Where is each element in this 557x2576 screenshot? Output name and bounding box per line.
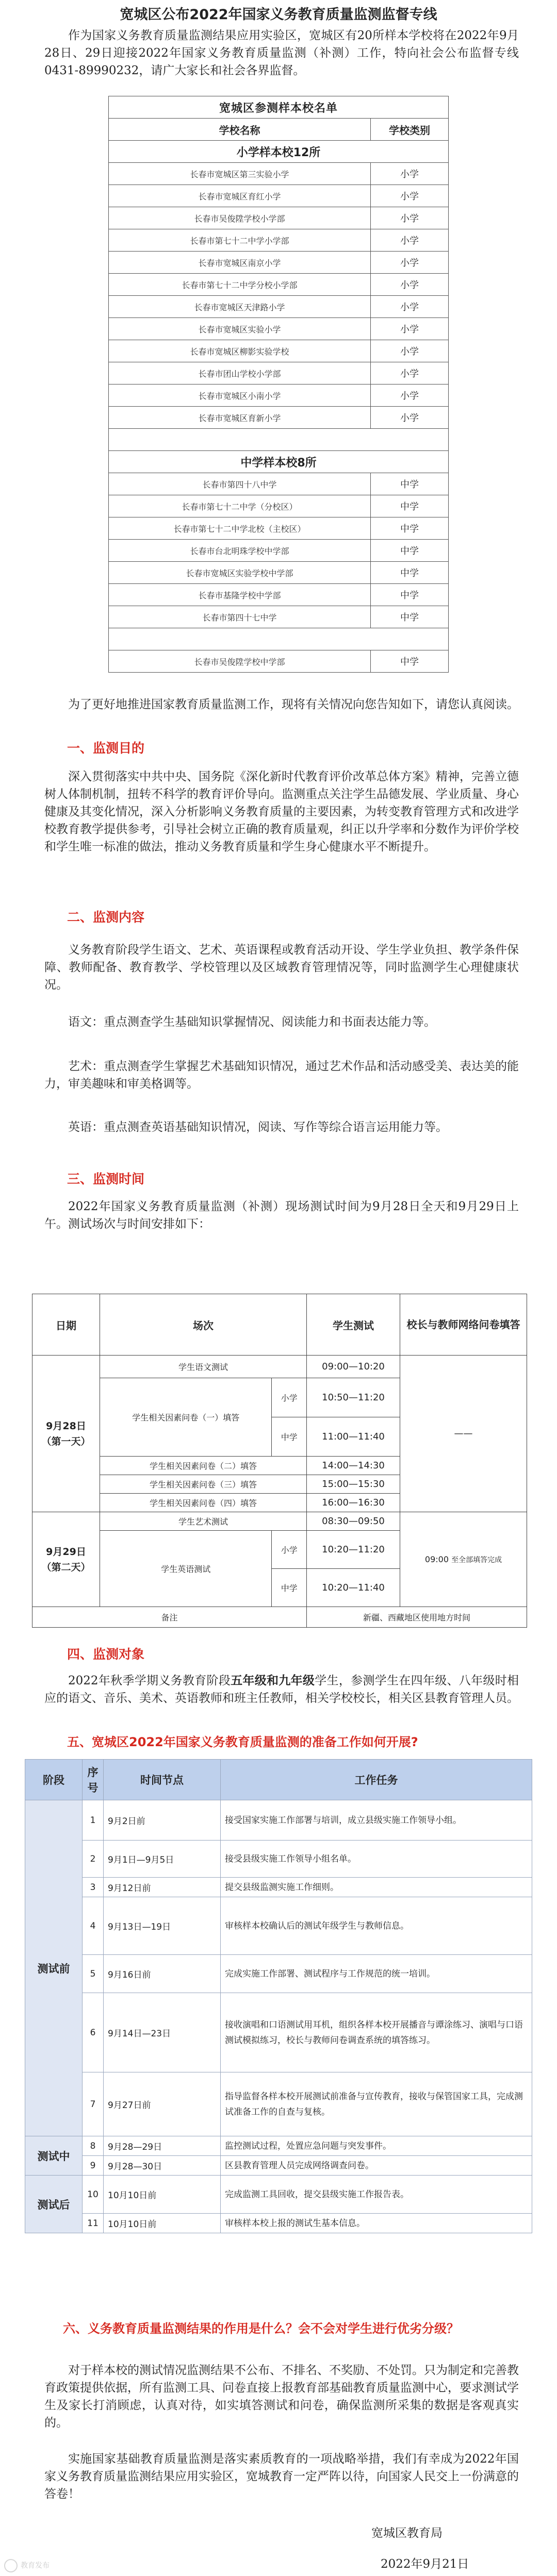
day-1-cell: [32, 1356, 100, 1512]
day-1-label: 9月28日: [46, 1420, 86, 1432]
section-3-text: 2022年国家义务教育质量监测（补测）现场测试时间为9月28日全天和9月29日上午。测试场次与时间安排如下：: [44, 1200, 519, 1231]
time-english-primary: 10:20—11:20: [307, 1531, 400, 1569]
time-english-middle: 10:20—11:40: [307, 1569, 400, 1607]
school-name: 长春市宽城区育红小学: [109, 185, 371, 207]
middle-heading: 中学样本校8所: [109, 451, 449, 473]
time-survey-1-middle: 11:00—11:40: [307, 1417, 400, 1457]
table-row: [109, 473, 449, 495]
school-type: 小学: [371, 185, 449, 207]
table-row: [25, 2176, 532, 2214]
table-row: [25, 1993, 532, 2072]
school-name: 长春市吴俊陞学校中学部: [109, 650, 371, 673]
time-chinese: 09:00—10:20: [307, 1356, 400, 1378]
watermark-text: 教育发布: [21, 2562, 50, 2570]
table-row: [25, 2156, 532, 2176]
day-2-sub: （第二天）: [41, 1561, 91, 1573]
sample-school-table: [108, 96, 449, 673]
row-no: 4: [83, 1897, 104, 1955]
row-node: 9月13日—19日: [104, 1897, 221, 1955]
signature-org: 宽城区教育局: [371, 2527, 443, 2540]
stage-pre: 测试前: [25, 1800, 83, 2136]
table-row: [25, 1897, 532, 1955]
school-name: 长春市团山学校小学部: [109, 362, 371, 384]
col-session: 场次: [100, 1294, 307, 1356]
session-survey-1: 学生相关因素问卷（一）填答: [100, 1378, 272, 1457]
intro-paragraph: 作为国家义务教育质量监测结果应用实验区，宽城区有20所样本学校将在2022年9月28日、29日迎接2022年国家义务教育质量监测（补测）工作，特向社会公布监督专线0431-89990232，请广大家长和社会各界监督。: [44, 29, 519, 77]
table-row: [25, 2072, 532, 2136]
table-row: [109, 274, 449, 296]
session-survey-4: 学生相关因素问卷（四）填答: [100, 1494, 307, 1512]
school-name: 长春市宽城区育新小学: [109, 407, 371, 429]
article-title: 宽城区公布2022年国家义务教育质量监测监督专线: [120, 7, 437, 23]
row-work: 接受县级实施工作领导小组名单。: [221, 1841, 532, 1878]
reminder-paragraph: 为了更好地推进国家教育质量监测工作，现将有关情况向您告知如下，请您认真阅读。: [68, 698, 519, 711]
row-no: 10: [83, 2176, 104, 2214]
day-1-teacher: ——: [400, 1356, 527, 1512]
table-row: [109, 318, 449, 340]
section-4-grades: 五年级和九年级: [231, 1674, 315, 1687]
school-type: 中学: [371, 517, 449, 540]
school-name: 长春市宽城区实验学校中学部: [109, 562, 371, 584]
school-name: 长春市宽城区实验小学: [109, 318, 371, 340]
section-4-text-c: 学生，参测学生在四年级、八年级时相应的语文、音乐、美术、英语教师和班主任教师，相关学校校长，相关区县教育管理人员。: [44, 1674, 519, 1705]
section-6-heading: 六、义务教育质量监测结果的作用是什么？会不会对学生进行优劣分级？: [63, 2321, 459, 2336]
section-1-text: 深入贯彻落实中共中央、国务院《深化新时代教育评价改革总体方案》精神，完善立德树人体制机制，扭转不科学的教育评价导向。监测重点关注学生品德发展、学业质量、身心健康及其变化情况，深入分析影响义务教育质量的主要因素，为转变教育管理方式和改进学校教育教学提供参考，引导社会树立正确的教育质量观，纠正以升学率和分数作为评价学校和学生唯一标准的做法，推动义务教育质量和学生身心健康水平不断提升。: [44, 770, 519, 854]
table-row: [109, 229, 449, 252]
row-node: 9月14日—23日: [104, 1993, 221, 2072]
table-row: [109, 407, 449, 429]
row-no: 3: [83, 1878, 104, 1897]
signature-date: 2022年9月21日: [381, 2557, 469, 2571]
row-node: 10月10日前: [104, 2214, 221, 2233]
table-row: [25, 1878, 532, 1897]
row-node: 9月12日前: [104, 1878, 221, 1897]
school-type: 小学: [371, 362, 449, 384]
col-stage: 阶段: [25, 1760, 83, 1800]
school-type: 中学: [371, 495, 449, 517]
task-table: [25, 1759, 532, 2233]
stage-mid: 测试中: [25, 2136, 83, 2176]
blank-row: [109, 628, 449, 650]
note-text: 新疆、西藏地区使用地方时间: [307, 1607, 527, 1628]
section-6-closing: 实施国家基础教育质量监测是落实素质教育的一项战略举措，我们有幸成为2022年国家义务教育质量监测结果应用实验区，宽城教育一定严阵以待，向国家人民交上一份满意的答卷！: [44, 2452, 519, 2501]
row-node: 9月27日前: [104, 2072, 221, 2136]
middle-label: 中学: [272, 1417, 307, 1457]
day-1-sub: （第一天）: [41, 1435, 91, 1447]
school-type: 中学: [371, 540, 449, 562]
row-work: 接收演唱和口语测试用耳机，组织各样本校开展播音与谭涂练习、演唱与口语测试模拟练习，校长与教师问卷调查系统的填答练习。: [221, 1993, 532, 2072]
section-4-text-a: 2022年秋季学期义务教育阶段: [68, 1674, 231, 1687]
table-row: [25, 2214, 532, 2233]
table-row: [25, 1800, 532, 1841]
table-row: [109, 207, 449, 229]
table-row: [25, 1955, 532, 1993]
table-row: [109, 606, 449, 628]
row-work: 完成监测工具回收，提交县级实施工作报告表。: [221, 2176, 532, 2214]
row-no: 9: [83, 2156, 104, 2176]
section-6-text: 对于样本校的测试情况监测结果不公布、不排名、不奖励、不处罚。只为制定和完善教育政策提供依据，所有监测工具、问卷直接上报教育部基础教育质量监测中心，要求测试学生及家长打消顾虑，认真对待，如实填答测试和问卷，确保监测所采集的数据是客观真实的。: [44, 2364, 519, 2430]
table-row: [109, 495, 449, 517]
session-survey-2: 学生相关因素问卷（二）填答: [100, 1457, 307, 1475]
section-2-text: 义务教育阶段学生语文、艺术、英语课程或教育活动开设、学生学业负担、教学条件保障、教师配备、教育教学、学校管理以及区域教育管理情况等，同时监测学生心理健康状况。: [44, 943, 519, 992]
time-survey-2: 14:00—14:30: [307, 1457, 400, 1475]
col-date: 日期: [32, 1294, 100, 1356]
col-student-test: 学生测试: [307, 1294, 400, 1356]
time-survey-3: 15:00—15:30: [307, 1475, 400, 1494]
col-no: 序号: [83, 1760, 104, 1800]
middle-label: 中学: [272, 1569, 307, 1607]
school-type: 小学: [371, 163, 449, 185]
row-node: 10月10日前: [104, 2176, 221, 2214]
session-chinese: 学生语文测试: [100, 1356, 307, 1378]
table-row: [109, 252, 449, 274]
school-name: 长春市宽城区南京小学: [109, 252, 371, 274]
row-no: 7: [83, 2072, 104, 2136]
school-name: 长春市台北明珠学校中学部: [109, 540, 371, 562]
school-type: 小学: [371, 340, 449, 362]
note-label: 备注: [32, 1607, 307, 1628]
section-2-art: 艺术：重点测查学生掌握艺术基础知识情况，通过艺术作品和活动感受美、表达美的能力，审美趣味和审美格调等。: [44, 1060, 519, 1091]
row-no: 8: [83, 2136, 104, 2156]
section-1-heading: 一、监测目的: [67, 741, 145, 756]
school-name: 长春市第七十二中学北校（主校区）: [109, 517, 371, 540]
row-work: 提交县级监测实施工作细则。: [221, 1878, 532, 1897]
table-row: [109, 163, 449, 185]
row-work: 完成实施工作部署、测试程序与工作规范的统一培训。: [221, 1955, 532, 1993]
primary-heading: 小学样本校12所: [109, 141, 449, 163]
section-4-heading: 四、监测对象: [67, 1647, 145, 1662]
school-name: 长春市第七十二中学分校小学部: [109, 274, 371, 296]
col-school-type: 学校类别: [371, 119, 449, 141]
day-2-teacher-end: 至全部填答完成: [451, 1555, 502, 1564]
school-type: 中学: [371, 584, 449, 606]
row-work: 审核样本校上报的测试生基本信息。: [221, 2214, 532, 2233]
table-row: [109, 562, 449, 584]
time-art: 08:30—09:50: [307, 1512, 400, 1531]
table-row: [109, 540, 449, 562]
school-type: 中学: [371, 473, 449, 495]
day-2-label: 9月29日: [46, 1546, 86, 1558]
row-no: 6: [83, 1993, 104, 2072]
primary-label: 小学: [272, 1531, 307, 1569]
section-2-english: 英语：重点测查英语基础知识情况，阅读、写作等综合语言运用能力等。: [68, 1120, 448, 1134]
session-art: 学生艺术测试: [100, 1512, 307, 1531]
col-work: 工作任务: [221, 1760, 532, 1800]
col-node: 时间节点: [104, 1760, 221, 1800]
table-row: [109, 517, 449, 540]
table-row: [109, 584, 449, 606]
stage-post: 测试后: [25, 2176, 83, 2233]
school-type: 中学: [371, 650, 449, 673]
row-node: 9月2日前: [104, 1800, 221, 1841]
row-node: 9月1日—9月5日: [104, 1841, 221, 1878]
schedule-table: [32, 1294, 527, 1628]
school-name: 长春市宽城区柳影实验学校: [109, 340, 371, 362]
table-row: [109, 185, 449, 207]
row-work: 监控测试过程，处置应急问题与突发事件。: [221, 2136, 532, 2156]
school-type: 小学: [371, 274, 449, 296]
time-survey-4: 16:00—16:30: [307, 1494, 400, 1512]
row-work: 审核样本校确认后的测试年级学生与教师信息。: [221, 1897, 532, 1955]
school-type: 小学: [371, 296, 449, 318]
row-no: 5: [83, 1955, 104, 1993]
row-work: 区县教育管理人员完成网络调查问卷。: [221, 2156, 532, 2176]
school-name: 长春市宽城区第三实验小学: [109, 163, 371, 185]
section-3-heading: 三、监测时间: [67, 1172, 145, 1186]
table-row: [109, 384, 449, 407]
section-4-text: [44, 1672, 519, 1707]
row-node: 9月16日前: [104, 1955, 221, 1993]
table-row: [109, 340, 449, 362]
table-row: [25, 2136, 532, 2156]
time-survey-1-primary: 10:50—11:20: [307, 1378, 400, 1417]
table-row: [109, 362, 449, 384]
blank-row: [109, 429, 449, 451]
school-name: 长春市第四十七中学: [109, 606, 371, 628]
school-type: 小学: [371, 384, 449, 407]
row-work: 指导监督各样本校开展测试前准备与宣传教育，接收与保管国家工具，完成测试准备工作的自查与复核。: [221, 2072, 532, 2136]
section-5-heading: 五、宽城区2022年国家义务教育质量监测的准备工作如何开展?: [67, 1735, 418, 1749]
school-type: 中学: [371, 562, 449, 584]
session-english: 学生英语测试: [100, 1531, 272, 1607]
row-no: 11: [83, 2214, 104, 2233]
school-name: 长春市吴俊陞学校小学部: [109, 207, 371, 229]
day-2-teacher: [400, 1512, 527, 1607]
school-name: 长春市宽城区天津路小学: [109, 296, 371, 318]
day-2-cell: [32, 1512, 100, 1607]
school-type: 小学: [371, 207, 449, 229]
school-type: 小学: [371, 229, 449, 252]
row-work: 接受国家实施工作部署与培训，成立县级实施工作领导小组。: [221, 1800, 532, 1841]
table-row: [109, 296, 449, 318]
session-survey-3: 学生相关因素问卷（三）填答: [100, 1475, 307, 1494]
school-name: 长春市第七十二中学（分校区）: [109, 495, 371, 517]
school-type: 小学: [371, 318, 449, 340]
table-row: [109, 650, 449, 673]
school-type: 小学: [371, 252, 449, 274]
school-name: 长春市基隆学校中学部: [109, 584, 371, 606]
day-2-teacher-start: 09:00: [424, 1554, 449, 1564]
school-type: 小学: [371, 407, 449, 429]
section-2-heading: 二、监测内容: [67, 910, 145, 925]
school-name: 长春市第四十八中学: [109, 473, 371, 495]
col-school-name: 学校名称: [109, 119, 371, 141]
school-type: 中学: [371, 606, 449, 628]
primary-label: 小学: [272, 1378, 307, 1417]
row-node: 9月28—29日: [104, 2136, 221, 2156]
logo-icon: [4, 2559, 18, 2572]
row-no: 2: [83, 1841, 104, 1878]
col-teacher-survey: 校长与教师网络问卷填答: [400, 1294, 527, 1356]
school-name: 长春市第七十二中学小学部: [109, 229, 371, 252]
school-name: 长春市宽城区小南小学: [109, 384, 371, 407]
section-2-chinese: 语文：重点测查学生基础知识掌握情况、阅读能力和书面表达能力等。: [68, 1015, 436, 1029]
row-node: 9月28—30日: [104, 2156, 221, 2176]
sample-table-caption: 宽城区参测样本校名单: [109, 96, 449, 119]
row-no: 1: [83, 1800, 104, 1841]
table-row: [25, 1841, 532, 1878]
watermark-logo: [4, 2559, 50, 2572]
